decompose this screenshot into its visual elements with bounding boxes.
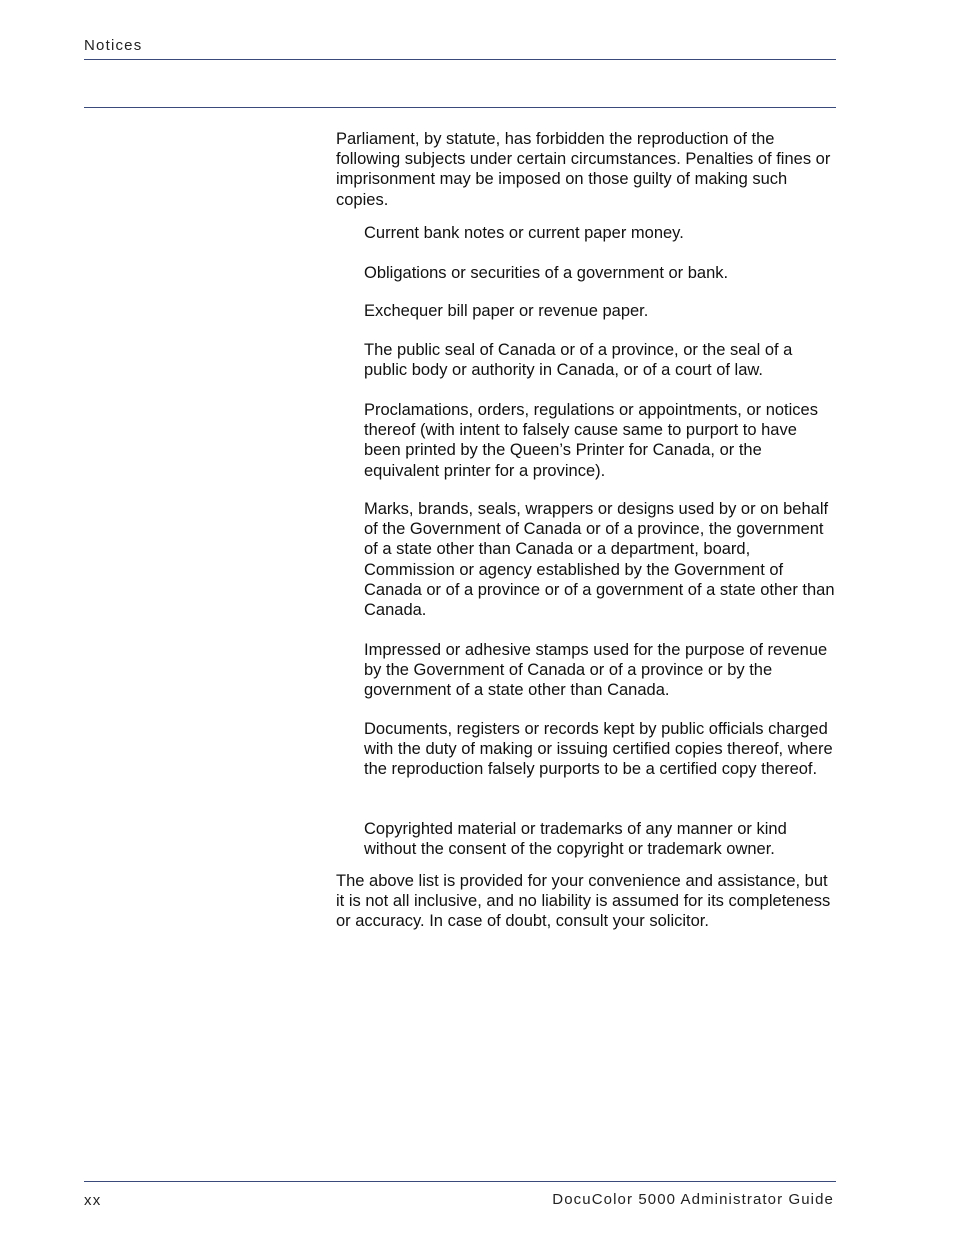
section-divider-rule (84, 107, 836, 108)
intro-paragraph: Parliament, by statute, has forbidden the reproduction of the following subjects under certain circumstances. Penalties of fines or imprisonment may be imposed on those guilty of making such copies. (336, 130, 831, 209)
footer-rule (84, 1181, 836, 1182)
list-item: Documents, registers or records kept by public officials charged with the duty of making or issuing certified copies thereof, where the reproduction falsely purports to be a certified copy thereof. (364, 720, 833, 779)
document-title: DocuColor 5000 Administrator Guide (552, 1191, 834, 1208)
list-item: The public seal of Canada or of a province, or the seal of a public body or authority in Canada, or of a court of law. (364, 341, 793, 380)
list-item: Obligations or securities of a government or bank. (364, 264, 729, 282)
list-item: Copyrighted material or trademarks of any manner or kind without the consent of the copyright or trademark owner. (364, 820, 787, 859)
list-item: Impressed or adhesive stamps used for the purpose of revenue by the Government of Canada or of a province or by the government of a state other than Canada. (364, 641, 828, 700)
list-item: Current bank notes or current paper money. (364, 224, 684, 242)
list-item: Marks, brands, seals, wrappers or designs used by or on behalf of the Government of Canada or of a province, the government of a state other than Canada or a department, board, Commission or agency established by the Government of Canada or of a province or of a government of a state other than Canada. (364, 500, 835, 620)
list-item: Exchequer bill paper or revenue paper. (364, 302, 649, 320)
list-item: Proclamations, orders, regulations or appointments, or notices thereof (with intent to falsely cause same to purport to have been printed by the Queen’s Printer for Canada, or the equivalent printer for a province). (364, 401, 818, 480)
header-rule (84, 59, 836, 60)
closing-paragraph: The above list is provided for your convenience and assistance, but it is not all inclusive, and no liability is assumed for its completeness or accuracy. In case of doubt, consult your solicitor. (336, 872, 831, 931)
running-header-section-title: Notices (84, 37, 143, 54)
page-number: xx (84, 1192, 102, 1209)
